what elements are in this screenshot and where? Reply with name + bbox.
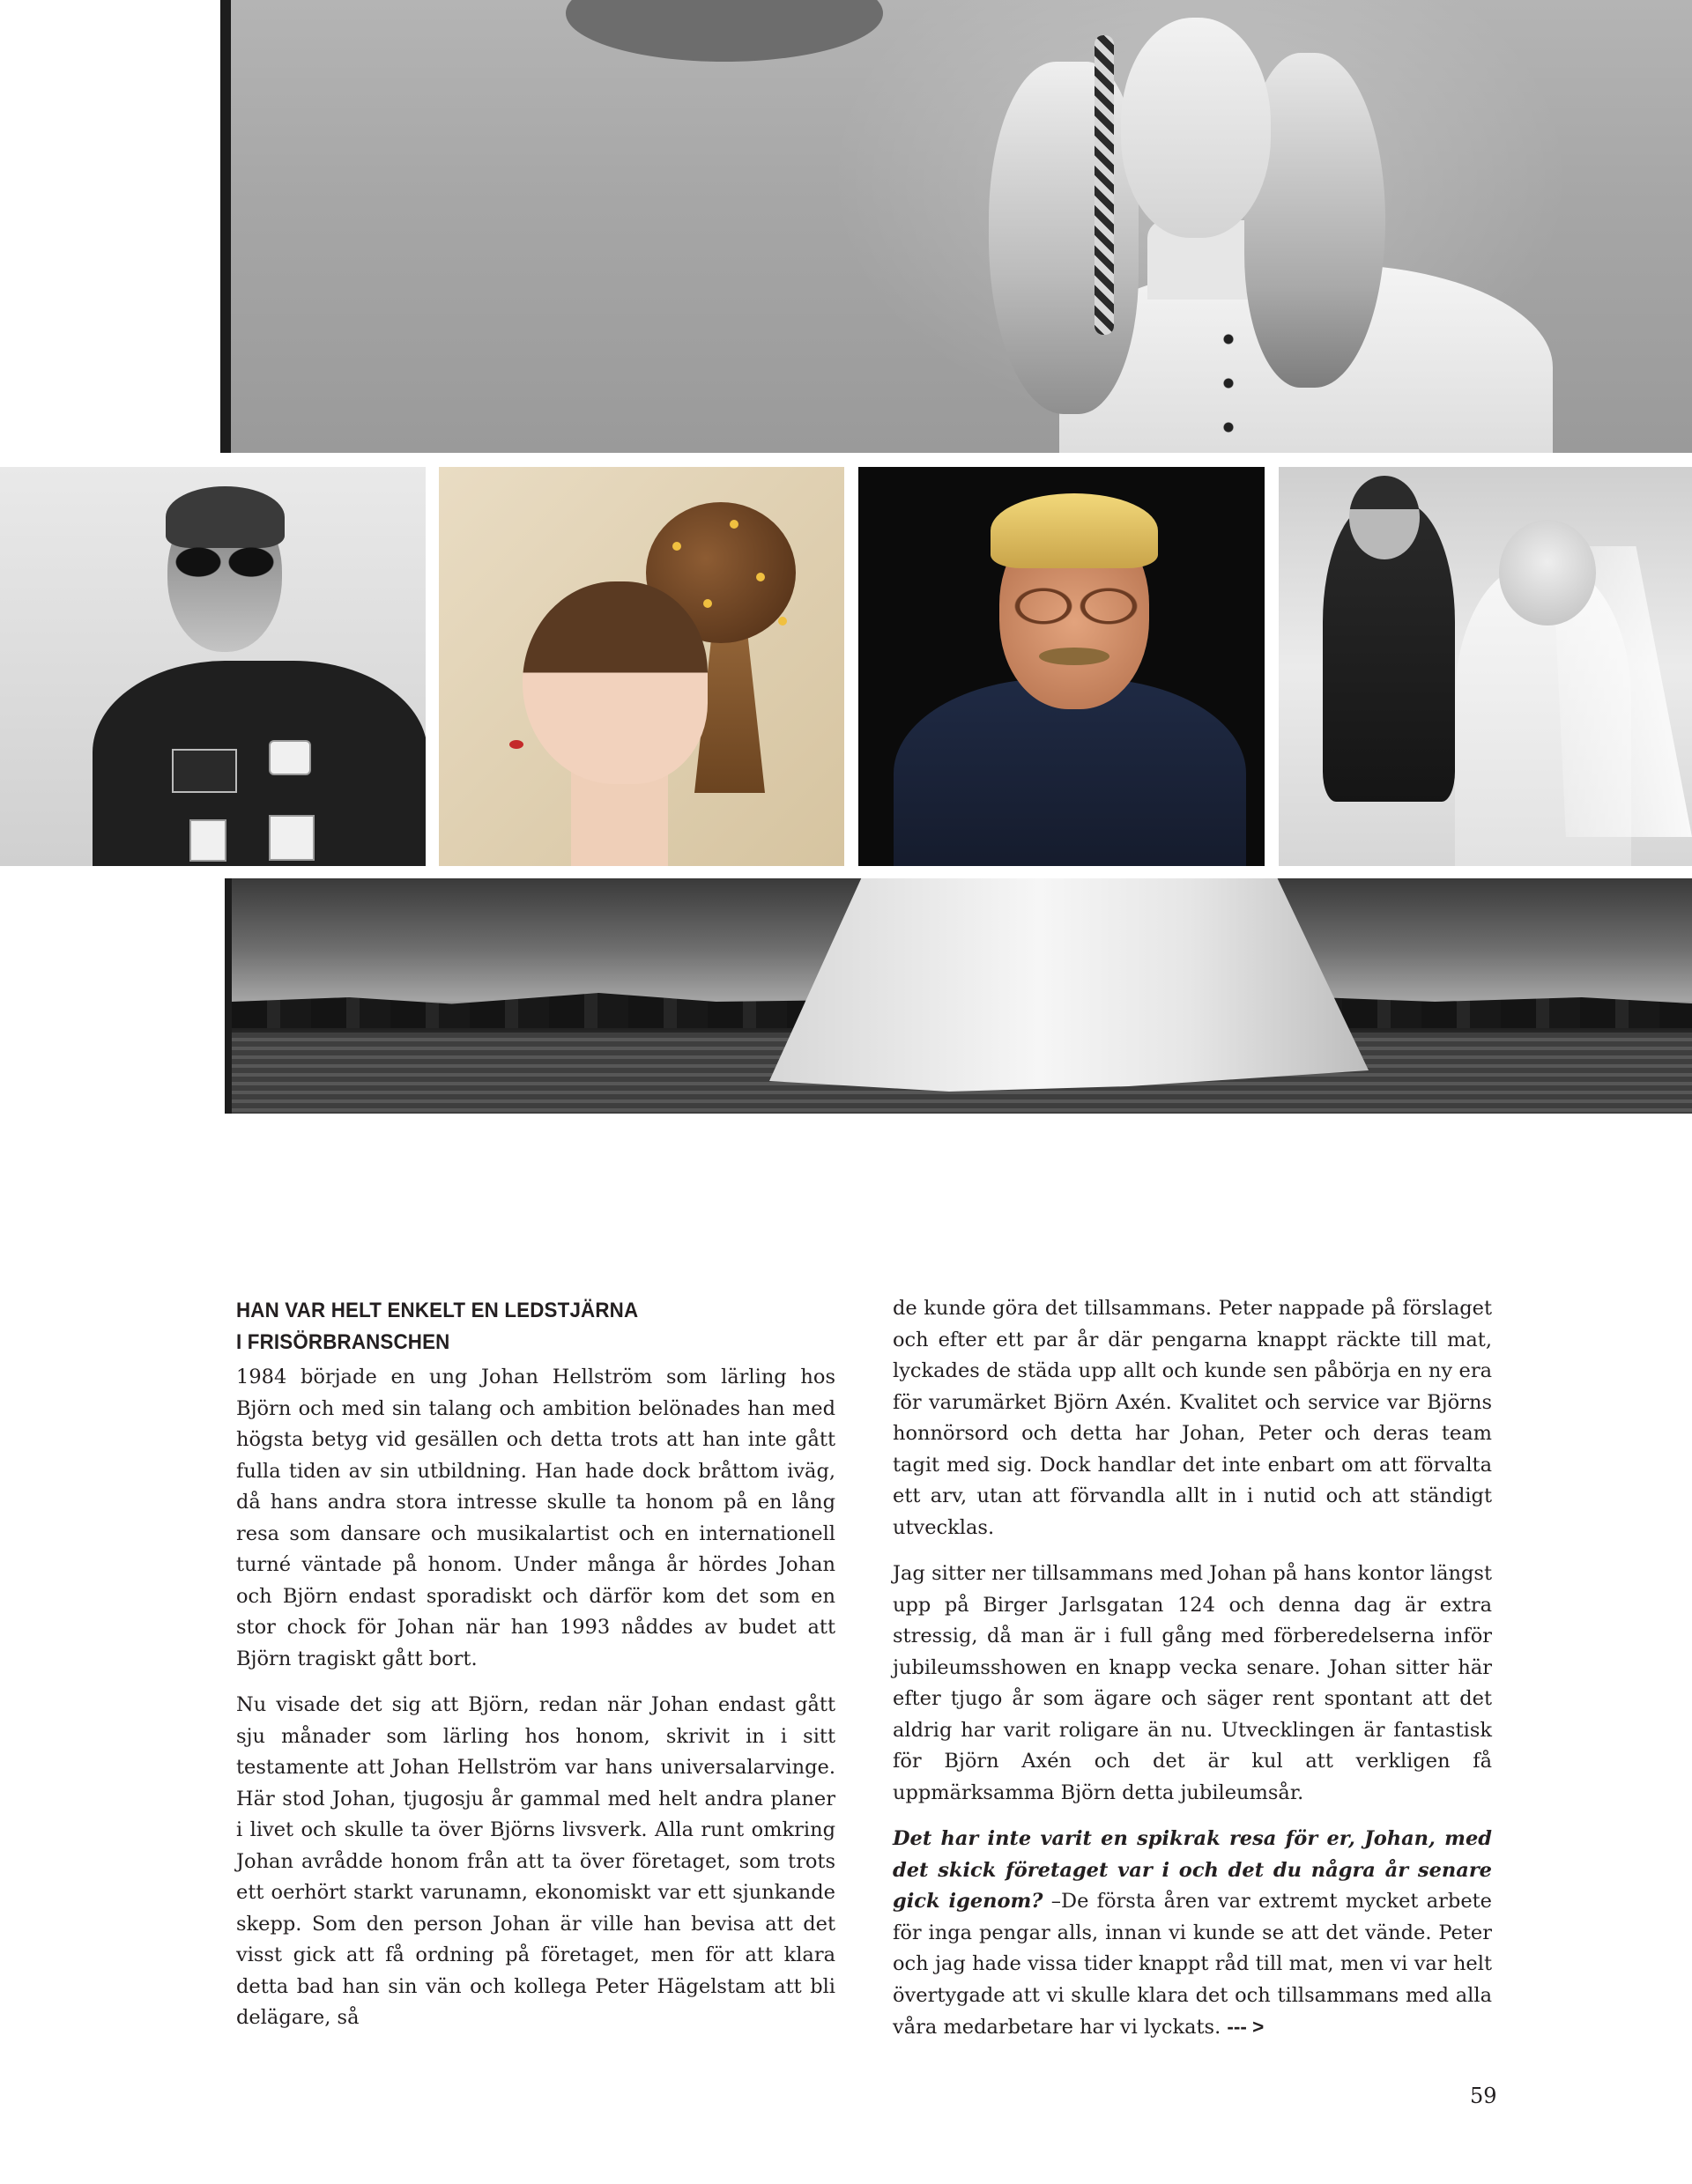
photo-skyline-skirt xyxy=(225,878,1692,1114)
paragraph: Nu visade det sig att Björn, redan när Johan endast gått sju månader som lärling hos honom, skrivit in i sitt testamente att Johan Hellström var hans universalarvinge. Här stod Johan, tjugosju år gammal med helt andra planer i livet och skulle ta över Björns livsverk. Alla runt omkring Johan avrådde honom från att ta över företaget, som trots ett oerhört starkt varunamn, ekonomiskt var ett sjunkande skepp. Som den person Johan är ville han bevisa att det visst gick att få ordning på företaget, men för att klara detta bad han sin vän och kollega Peter Hägelstam att bli delägare, så xyxy=(236,1693,835,2029)
photo-hairdresser-bride xyxy=(1279,467,1692,866)
photo-hair-bun-profile xyxy=(439,467,844,866)
photo-man-sunglasses xyxy=(0,467,426,866)
interview-paragraph xyxy=(893,1824,1492,2044)
section-heading: HAN VAR HELT ENKELT EN LEDSTJÄRNA I FRISÖRBRANSCHEN xyxy=(236,1299,639,1354)
article-column-left xyxy=(236,1295,835,2049)
interview-question: Det har inte varit en spikrak resa för er, Johan, med det skick företaget var i och det du några år senare gick igenom? xyxy=(893,1827,1492,1913)
interview-answer: –De första åren var extremt mycket arbete för inga pengar alls, innan vi kunde se att det vände. Peter och jag hade vissa tider knappt råd till mat, men vi var helt övertygade att vi skulle klara det och tillsammans med alla våra medarbetare har vi lyckats. xyxy=(893,1890,1492,2039)
paragraph: 1984 började en ung Johan Hellström som lärling hos Björn och med sin talang och ambition belönades han med högsta betyg vid gesällen och detta trots att han inte gått fulla tiden av sin utbildning. Han hade dock bråttom iväg, då hans andra stora intresse skulle ta honom på en lång resa som dansare och musikalartist och en internationell turné väntade på honom. Under många år hördes Johan och Björn endast sporadiskt och därför kom det som en stor chock för Johan när han 1993 nåddes av budet att Björn tragiskt gått bort. xyxy=(236,1366,835,1670)
hero-photo xyxy=(220,0,1692,453)
article-column-right xyxy=(893,1293,1492,2059)
page-number: 59 xyxy=(1470,2084,1497,2108)
paragraph: de kunde göra det tillsammans. Peter nappade på förslaget och efter ett par år där pengarna knappt räckte till mat, lyckades de städa upp allt och kunde sen påbörja en ny era för varumärket Björn Axén. Kvalitet och service var Björns honnörsord och detta har Johan, Peter och deras team tagit med sig. Dock handlar det inte enbart om att förvalta ett arv, utan att förvandla allt in i nutid och att ständigt utvecklas. xyxy=(893,1297,1492,1539)
continue-arrow: --- > xyxy=(1227,2016,1265,2038)
paragraph: Jag sitter ner tillsammans med Johan på hans kontor längst upp på Birger Jarlsgatan 124 och denna dag är extra stressig, då man är i full gång med förberedelserna inför jubileumsshowen en knapp vecka senare. Johan sitter här efter tjugo år som ägare och säger rent spontant att det aldrig har varit roligare än nu. Utvecklingen är fantastisk för Björn Axén och det är kul att verkligen få uppmärksamma Björn detta jubileumsår. xyxy=(893,1562,1492,1804)
photo-man-blond-glasses xyxy=(858,467,1265,866)
